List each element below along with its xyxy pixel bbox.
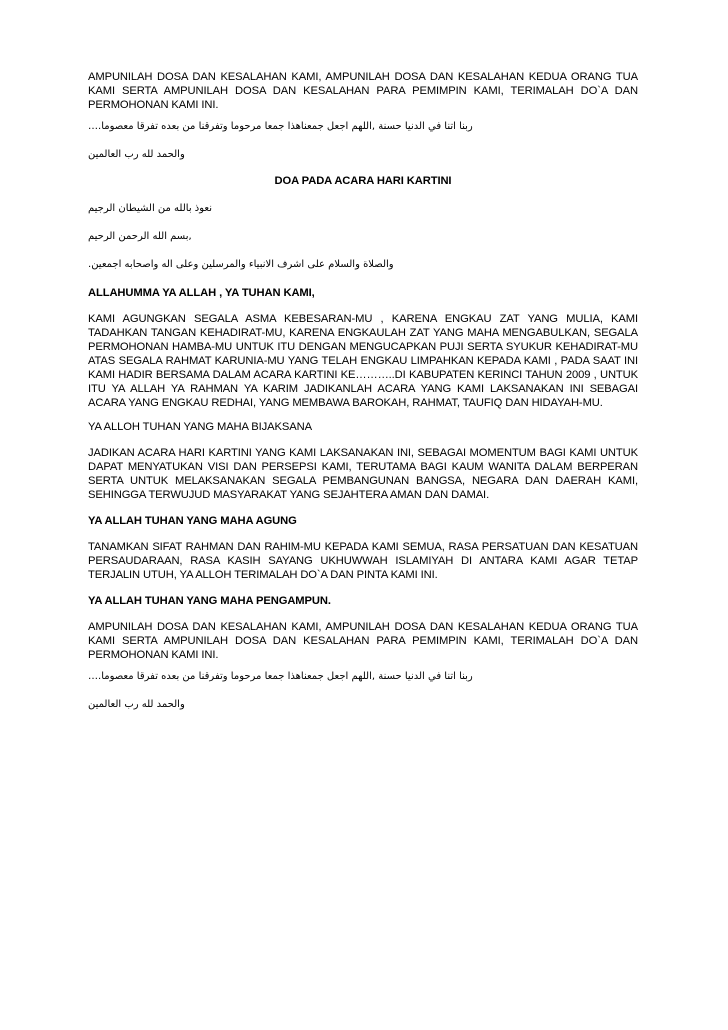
arabic-closing-supplication-2: ….ربنا اتنا في الدنيا حسنة ,اللهم اجعل جمعناهذا جمعا مرحوما وتفرقنا من بعده تفرقا معصوما: [88, 671, 473, 682]
section-heading-maha-pengampun: YA ALLAH TUHAN YANG MAHA PENGAMPUN.: [88, 595, 331, 607]
momentum-paragraph: JADIKAN ACARA HARI KARTINI YANG KAMI LAKSANAKAN INI, SEBAGAI MOMENTUM BAGI KAMI UNTUK DAPAT MENYATUKAN VISI DAN PERSEPSI KAMI, TERUTAMA BAGI KAUM WANITA DALAM BERPERAN SERTA UNTUK MELAKSANAKAN SEGALA PEMBANGUNAN BANGSA, NEGARA DAN DAERAH KAMI, SEHINGGA TERWUJUD MASYARAKAT YANG SEJAHTERA AMAN DAN DAMAI.: [88, 447, 638, 501]
section-heading-maha-agung: YA ALLAH TUHAN YANG MAHA AGUNG: [88, 515, 297, 527]
arabic-taawudz: نعوذ بالله من الشيطان الرجيم: [88, 203, 213, 214]
forgiveness-paragraph: AMPUNILAH DOSA DAN KESALAHAN KAMI, AMPUNILAH DOSA DAN KESALAHAN KEDUA ORANG TUA KAMI SERTA AMPUNILAH DOSA DAN KESALAHAN PARA PEMIMPIN KAMI, TERIMALAH DO`A DAN PERMOHONAN KAMI INI.: [88, 621, 638, 661]
arabic-shalawat: .والصلاة والسلام على اشرف الانبياء والمرسلين وعلى اله واصحابه اجمعين: [88, 259, 394, 270]
arabic-hamdalah: والحمد لله رب العالمين: [88, 149, 185, 160]
arabic-closing-supplication: ….ربنا اتنا في الدنيا حسنة ,اللهم اجعل جمعناهذا جمعا مرحوما وتفرقنا من بعده تفرقا معصوما: [88, 121, 473, 132]
invocation-bijaksana: YA ALLOH TUHAN YANG MAHA BIJAKSANA: [88, 421, 312, 433]
arabic-basmalah: بسم الله الرحمن الرحيم,: [88, 231, 192, 242]
document-page: [88, 70, 638, 722]
unity-paragraph: TANAMKAN SIFAT RAHMAN DAN RAHIM-MU KEPADA KAMI SEMUA, RASA PERSATUAN DAN KESATUAN PERSAUDARAAN, RASA KASIH SAYANG UKHUWWAH ISLAMIYAH DI ANTARA KAMI AGAR TETAP TERJALIN UTUH, YA ALLOH TERIMALAH DO`A DAN PINTA KAMI INI.: [88, 541, 638, 581]
section-heading-allahumma: ALLAHUMMA YA ALLAH , YA TUHAN KAMI,: [88, 287, 315, 299]
closing-prayer-paragraph: AMPUNILAH DOSA DAN KESALAHAN KAMI, AMPUNILAH DOSA DAN KESALAHAN KEDUA ORANG TUA KAMI SERTA AMPUNILAH DOSA DAN KESALAHAN PARA PEMIMPIN KAMI, TERIMALAH DO`A DAN PERMOHONAN KAMI INI.: [88, 71, 638, 111]
page-title: DOA PADA ACARA HARI KARTINI: [274, 175, 452, 187]
opening-prayer-paragraph: KAMI AGUNGKAN SEGALA ASMA KEBESARAN-MU , KARENA ENGKAU ZAT YANG MULIA, KAMI TADAHKAN TANGAN KEHADIRAT-MU, KARENA ENGKAULAH ZAT YANG MAHA MENGABULKAN, SEGALA PERMOHONAN HAMBA-MU UNTUK ITU DENGAN MENGUCAPKAN PUJI SERTA SYUKUR KEHADIRAT-MU ATAS SEGALA RAHMAT KARUNIA-MU YANG TELAH ENGKAU LIMPAHKAN KEPADA KAMI , PADA SAAT INI KAMI HADIR BERSAMA DALAM ACARA KARTINI KE………..DI KABUPATEN KERINCI TAHUN 2009 , UNTUK ITU YA ALLAH YA RAHMAN YA KARIM JADIKANLAH ACARA YANG KAMI LAKSANAKAN INI SEBAGAI ACARA YANG ENGKAU REDHAI, YANG MEMBAWA BAROKAH, RAHMAT, TAUFIQ DAN HIDAYAH-MU.: [88, 313, 638, 409]
arabic-hamdalah-2: والحمد لله رب العالمين: [88, 699, 185, 710]
